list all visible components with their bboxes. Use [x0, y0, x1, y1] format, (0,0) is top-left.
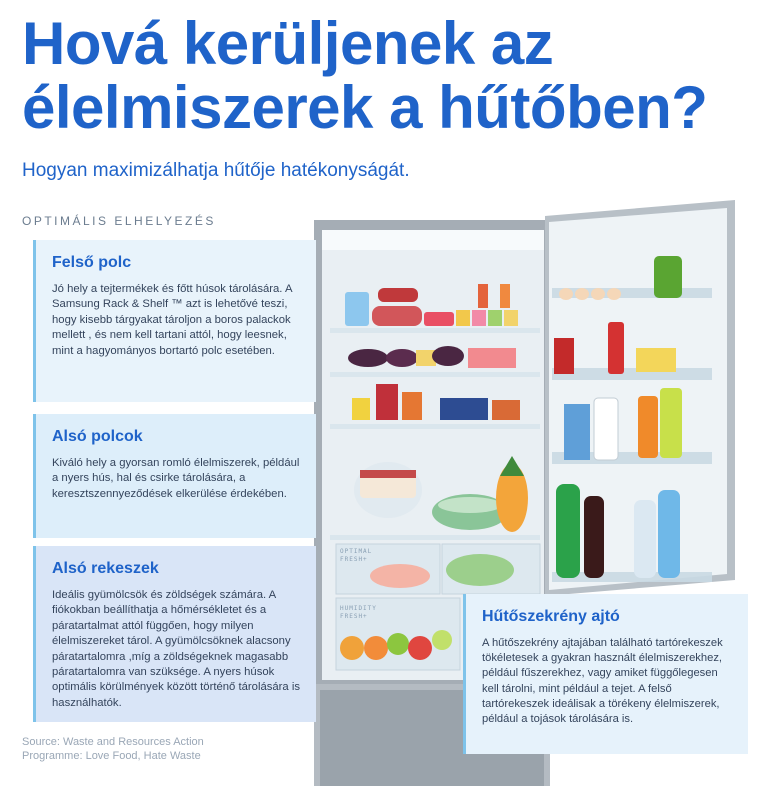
card-text: Jó hely a tejtermékek és főtt húsok tárolására. A Samsung Rack & Shelf ™ azt is lehetővé teszi, hogy kisebb tárgyakat tároljon a boros palackok mellett , és nem kell tartani attól, hogy leesnek, mint a hagyományos bortartó polc esetében. [52, 283, 292, 357]
card-fridge-door [463, 594, 748, 754]
page-title-line-2: élelmiszerek a hűtőben? [22, 74, 708, 141]
card-title: Alsó rekeszek [52, 560, 159, 577]
card-text: A hűtőszekrény ajtajában található tartórekeszek tökéletesek a gyakran használt élelmiszerekhez, például fűszerekhez, vagy amiket függőlegesen kell tárolni, mint például a tejet. A felső tartórekeszek ideálisak a törékeny élelmiszerek, például a tojások tárolására is. [482, 637, 723, 726]
source-credit: Source: Waste and Resources Action Programme: Love Food, Hate Waste [22, 736, 204, 762]
card-text: Ideális gyümölcsök és zöldségek számára. A fiókokban beállíthatja a hőmérsékletet és a páratartalmat attól függően, hogy milyen élelmiszereket tárol. A gyümölcsöknek alacsony páratartalomra ,míg a zöldségeknek magasabb páratartalomra van szüksége. A nyers húsok optimális körülmények között történő tárolására is használhatók. [52, 589, 301, 709]
card-lower-shelves [33, 414, 316, 538]
card-title: Felső polc [52, 254, 132, 271]
drawer-label-optimal-fresh: FRESH+ [340, 556, 368, 563]
page-title-line-1: Hová kerüljenek az [22, 10, 554, 77]
card-text: Kiváló hely a gyorsan romló élelmiszerek, például a nyers hús, hal és csirke tárolására, a keresztszennyeződések elkerülése érdekében. [52, 457, 300, 500]
drawer-label-humidity-fresh: FRESH+ [340, 613, 368, 620]
card-title: Hűtőszekrény ajtó [482, 608, 620, 625]
page-subtitle: Hogyan maximizálhatja hűtője hatékonyságát. [22, 160, 410, 181]
section-label: OPTIMÁLIS ELHELYEZÉS [22, 214, 216, 228]
page-title [22, 12, 752, 140]
drawer-label-humidity: HUMIDITY [340, 605, 377, 612]
card-title: Alsó polcok [52, 428, 143, 445]
card-top-shelf [33, 240, 316, 402]
drawer-label-optimal: OPTIMAL [340, 548, 373, 555]
card-bottom-drawers [33, 546, 316, 722]
fridge-open-door [545, 200, 735, 596]
